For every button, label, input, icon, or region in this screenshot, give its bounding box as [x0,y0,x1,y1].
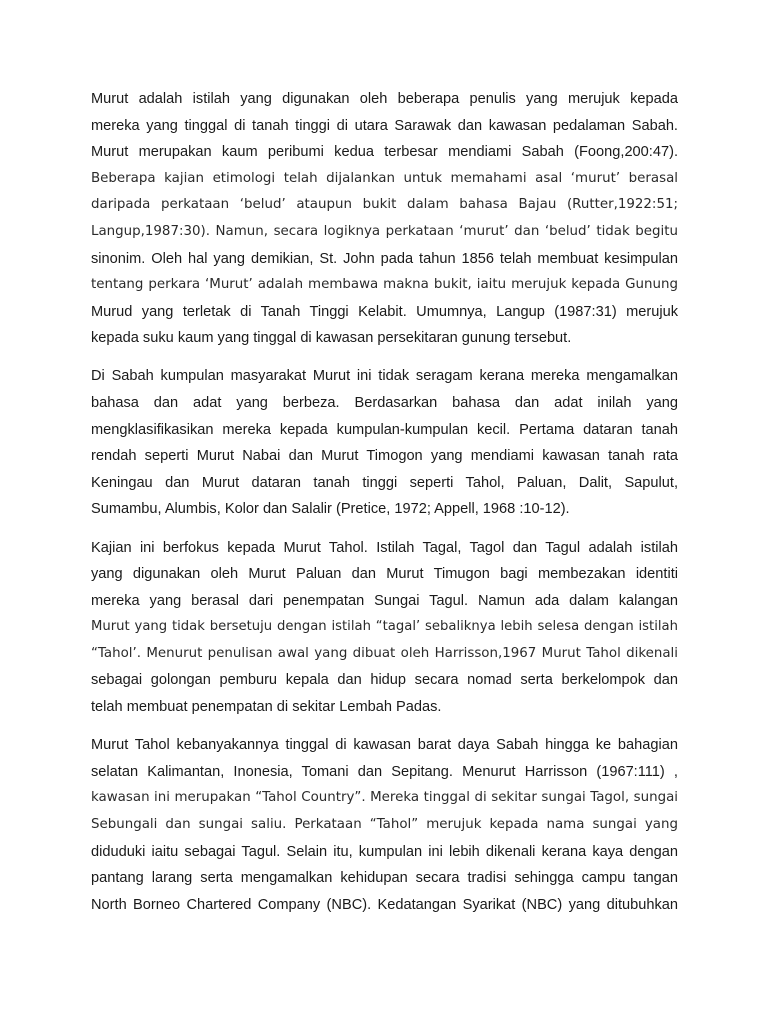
text-line: Murut merupakan kaum peribumi kedua terbesar mendiami Sabah (Foong,200:47). [91,144,678,161]
text-line: Keningau dan Murut dataran tanah tinggi seperti Tahol, Paluan, Dalit, Sapulut, [91,474,678,491]
paragraph-3 [91,535,678,721]
text-line: diduduki iaitu sebagai Tagul. Selain itu, kumpulan ini lebih dikenali kerana kaya dengan [91,843,678,860]
text-line: kawasan ini merupakan “Tahol Country”. Mereka tinggal di sekitar sungai Tagol, sungai [91,790,678,806]
paragraph-1 [91,86,678,352]
text-line: daripada perkataan ‘belud’ ataupun bukit dalam bahasa Bajau (Rutter,1922:51; [91,197,678,213]
text-line: Sumambu, Alumbis, Kolor dan Salalir (Pretice, 1972; Appell, 1968 :10-12). [91,501,570,518]
text-line: selatan Kalimantan, Inonesia, Tomani dan Sepitang. Menurut Harrisson (1967:111) , [91,763,678,780]
paragraph-2 [91,363,678,523]
text-line: pantang larang serta mengamalkan kehidupan secara tradisi sehingga campu tangan [91,870,678,887]
paragraph-4 [91,732,678,918]
text-line: sinonim. Oleh hal yang demikian, St. John pada tahun 1856 telah membuat kesimpulan [91,250,678,267]
text-line: Sebungali dan sungai saliu. Perkataan “Tahol” merujuk kepada nama sungai yang [91,816,678,832]
text-line: mereka yang berasal dari penempatan Sungai Tagul. Namun ada dalam kalangan [91,592,678,609]
text-line: Murud yang terletak di Tanah Tinggi Kelabit. Umumnya, Langup (1987:31) merujuk [91,303,678,320]
text-line: bahasa dan adat yang berbeza. Berdasarkan bahasa dan adat inilah yang [91,395,678,412]
text-line: telah membuat penempatan di sekitar Lembah Padas. [91,699,442,716]
text-line: Langup,1987:30). Namun, secara logiknya perkataan ‘murut’ dan ‘belud’ tidak begitu [91,223,678,239]
text-line: rendah seperti Murut Nabai dan Murut Timogon yang mendiami kawasan tanah rata [91,448,678,465]
text-line: yang digunakan oleh Murut Paluan dan Murut Timugon bagi membezakan identiti [91,566,678,583]
document-body [91,86,678,930]
text-line: sebagai golongan pemburu kepala dan hidup secara nomad serta berkelompok dan [91,672,678,689]
text-line: tentang perkara ‘Murut’ adalah membawa makna bukit, iaitu merujuk kepada Gunung [91,277,678,293]
text-line: “Tahol’. Menurut penulisan awal yang dibuat oleh Harrisson,1967 Murut Tahol dikenali [91,645,678,661]
text-line: Murut Tahol kebanyakannya tinggal di kawasan barat daya Sabah hingga ke bahagian [91,737,678,754]
text-line: Kajian ini berfokus kepada Murut Tahol. Istilah Tagal, Tagol dan Tagul adalah istilah [91,539,678,556]
text-line: kepada suku kaum yang tinggal di kawasan persekitaran gunung tersebut. [91,330,572,347]
text-line: mereka yang tinggal di tanah tinggi di utara Sarawak dan kawasan pedalaman Sabah. [91,117,678,134]
text-line: mengklasifikasikan mereka kepada kumpulan-kumpulan kecil. Pertama dataran tanah [91,421,678,438]
text-line: Murut yang tidak bersetuju dengan istilah “tagal’ sebaliknya lebih selesa dengan istilah [91,619,678,635]
text-line: Beberapa kajian etimologi telah dijalankan untuk memahami asal ‘murut’ berasal [91,170,678,186]
text-line: North Borneo Chartered Company (NBC). Kedatangan Syarikat (NBC) yang ditubuhkan [91,896,678,913]
text-line: Di Sabah kumpulan masyarakat Murut ini tidak seragam kerana mereka mengamalkan [91,368,678,385]
text-line: Murut adalah istilah yang digunakan oleh beberapa penulis yang merujuk kepada [91,91,678,107]
